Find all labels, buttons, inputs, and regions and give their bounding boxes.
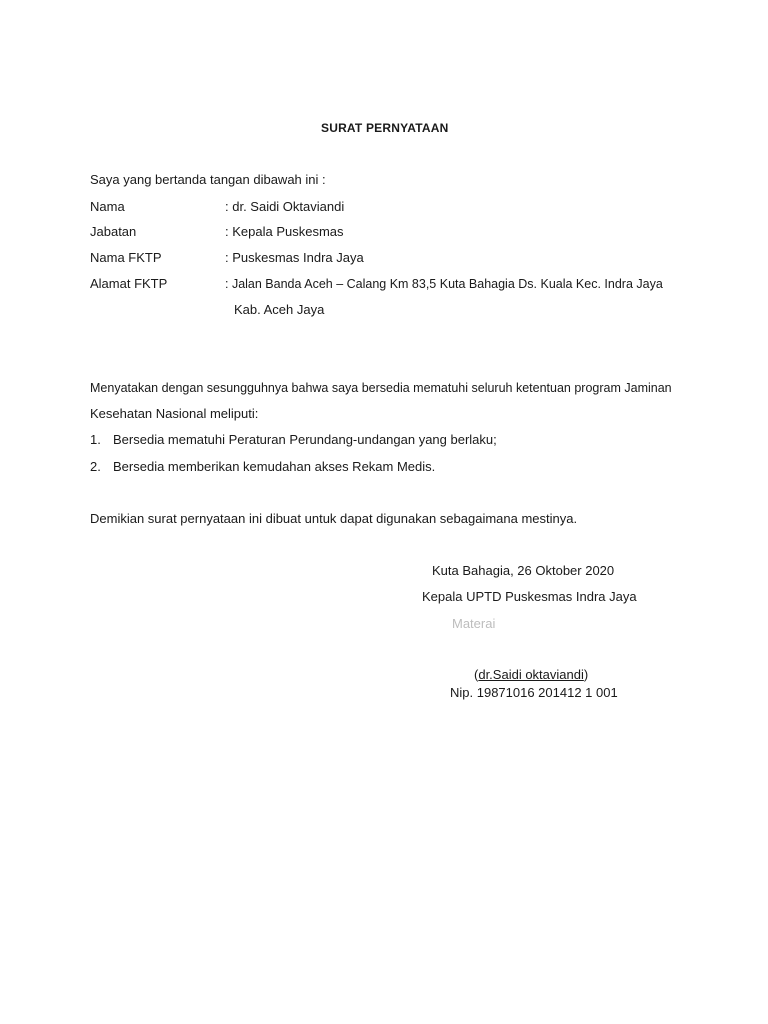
signatory-name: dr.Saidi oktaviandi xyxy=(478,667,584,682)
closing-text: Demikian surat pernyataan ini dibuat untuk dapat digunakan sebagaimana mestinya. xyxy=(90,511,578,526)
field-value-nama: : dr. Saidi Oktaviandi xyxy=(225,199,345,214)
paren-open: ( xyxy=(474,667,479,682)
list-item-number: 1. xyxy=(90,432,101,447)
list-item: Bersedia memberikan kemudahan akses Rekam Medis. xyxy=(113,459,436,474)
field-value-jabatan: : Kepala Puskesmas xyxy=(225,224,344,239)
field-label-nama-fktp: Nama FKTP xyxy=(90,250,162,265)
intro-text: Saya yang bertanda tangan dibawah ini : xyxy=(90,172,326,187)
address-line-2: Kab. Aceh Jaya xyxy=(234,302,325,317)
field-label-jabatan: Jabatan xyxy=(90,224,137,239)
list-item: Bersedia mematuhi Peraturan Perundang-undangan yang berlaku; xyxy=(113,432,497,447)
materai-stamp-placeholder: Materai xyxy=(452,616,496,631)
signatory-name-line xyxy=(474,667,588,683)
document-title: SURAT PERNYATAAN xyxy=(321,121,449,135)
field-label-nama: Nama xyxy=(90,199,125,214)
field-value-nama-fktp: : Puskesmas Indra Jaya xyxy=(225,250,364,265)
statement-line-2: Kesehatan Nasional meliputi: xyxy=(90,406,259,421)
signatory-nip: Nip. 19871016 201412 1 001 xyxy=(450,685,618,700)
place-date: Kuta Bahagia, 26 Oktober 2020 xyxy=(432,563,615,578)
paren-close: ) xyxy=(583,667,589,682)
list-item-number: 2. xyxy=(90,459,101,474)
field-value-alamat-fktp: : Jalan Banda Aceh – Calang Km 83,5 Kuta Bahagia Ds. Kuala Kec. Indra Jaya xyxy=(225,277,663,291)
field-label-alamat-fktp: Alamat FKTP xyxy=(90,276,168,291)
statement-line-1: Menyatakan dengan sesungguhnya bahwa saya bersedia mematuhi seluruh ketentuan program Jaminan xyxy=(90,381,672,395)
signatory-position: Kepala UPTD Puskesmas Indra Jaya xyxy=(422,589,637,604)
